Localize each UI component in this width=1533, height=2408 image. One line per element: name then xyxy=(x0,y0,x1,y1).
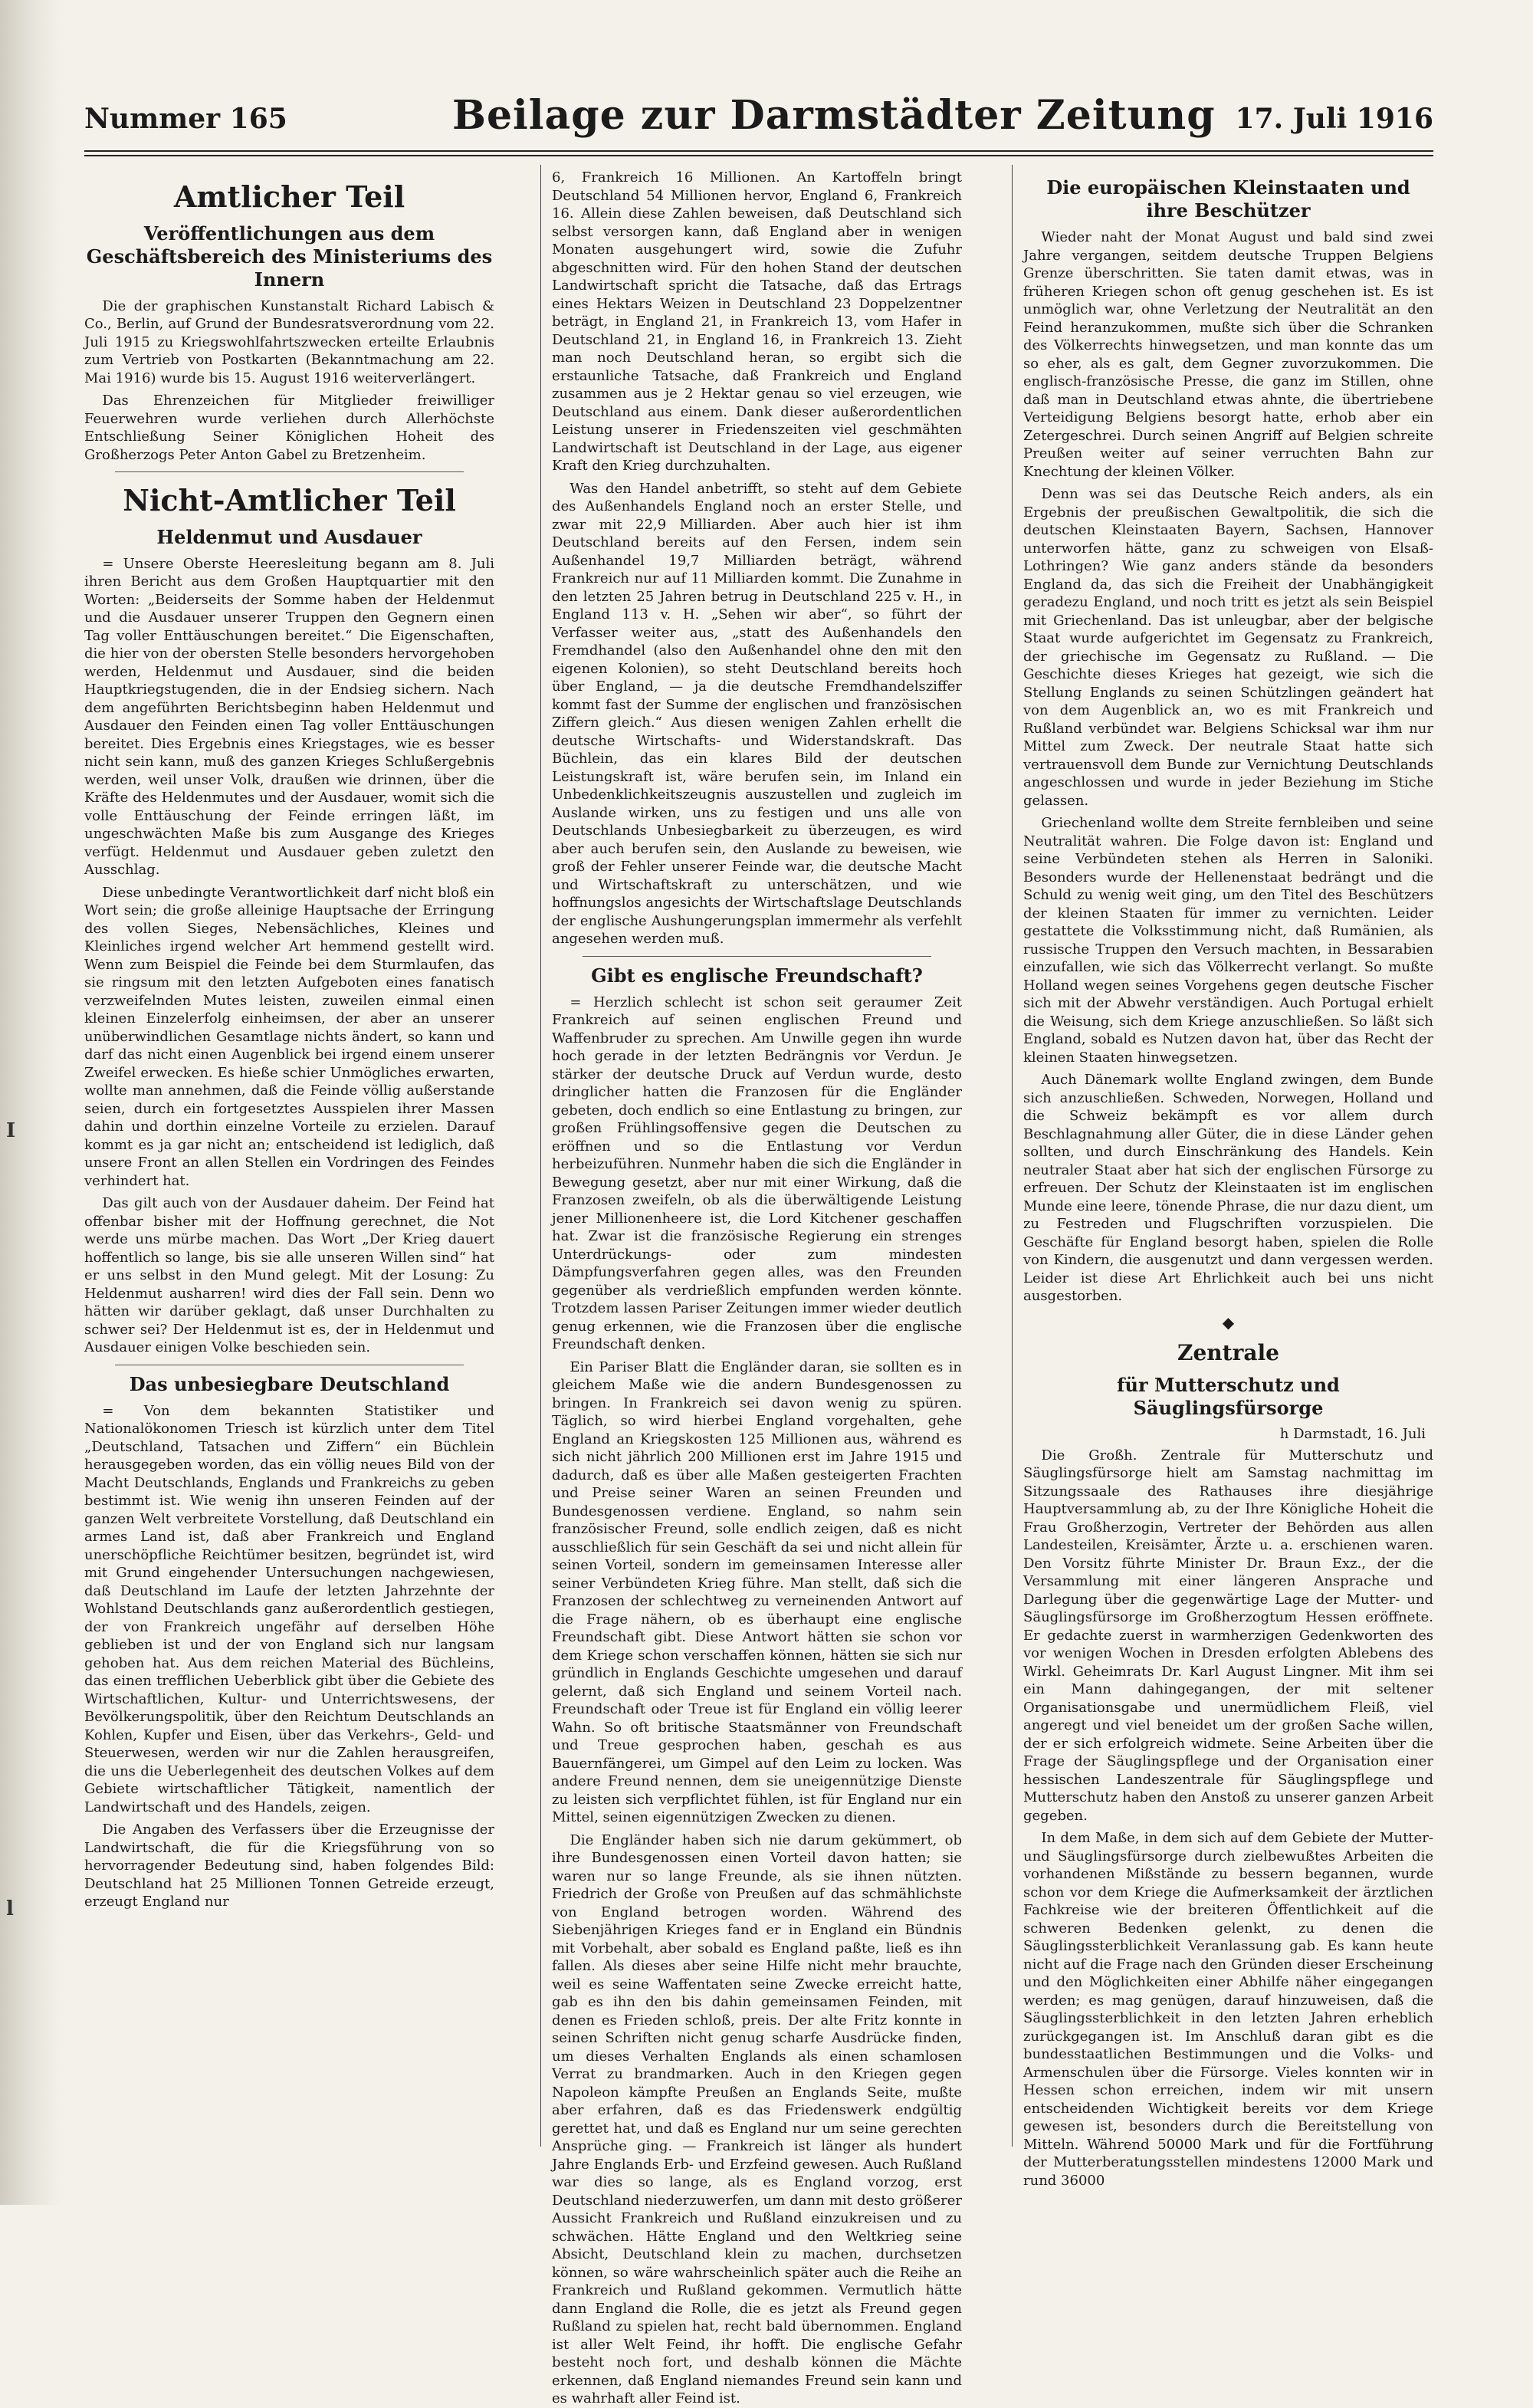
article-subtitle: für Mutterschutz und Säuglingsfürsorge xyxy=(1117,1373,1340,1419)
column-1 xyxy=(84,169,494,2147)
article-paragraph: = Unsere Oberste Heeresleitung begann am 8. Juli ihren Bericht aus dem Großen Hauptquartier mit den Worten: „Beiderseits der Somme haben der Heldenmut und die Ausdauer unserer Truppen den Gegnern einen Tag voller Enttäuschungen bereitet.“ Die Eigenschaften, die hier von der obersten Stelle besonders hervorgehoben werden, Heldenmut und Ausdauer, sind die beiden Hauptkriegstugenden, die in der Endsieg sichern. Nach dem angeführten Berichtsbeginn haben Heldenmut und Ausdauer den Feinden einen Tag voller Enttäuschungen bereitet. Dies Ergebnis eines Kriegstages, wie es besser nicht sein kann, muß des ganzen Krieges Schlußergebnis werden, weil unser Volk, draußen wie drinnen, über die Kräfte des Heldenmutes und der Ausdauer, womit sich die volle Enttäuschung der Feinde erringen läßt, im ungeschwächten Maße bis zum Ausgange des Krieges verfügt. Heldenmut und Ausdauer geben zuletzt den Ausschlag. xyxy=(84,555,494,879)
binding-edge xyxy=(0,0,61,2205)
column-2 xyxy=(552,169,962,2406)
column-divider xyxy=(1012,165,1013,2147)
article-paragraph: Die der graphischen Kunstanstalt Richard Labisch & Co., Berlin, auf Grund der Bundesratsverordnung vom 22. Juli 1915 zu Kriegswohlfahrtszwecken erteilte Erlaubnis zum Vertrieb von Postkarten (Bekanntmachung am 22. Mai 1916) wurde bis 15. August 1916 weiterverlängert. xyxy=(84,297,494,386)
newspaper-title: Beilage zur Darmstädter Zeitung xyxy=(452,92,1216,139)
dateline: h Darmstadt, 16. Juli xyxy=(1279,1425,1426,1442)
column-divider xyxy=(540,165,541,2147)
official-subheading: Veröffentlichungen aus dem Geschäftsbereich des Ministeriums des Innern xyxy=(86,222,493,291)
article-paragraph: 6, Frankreich 16 Millionen. An Kartoffeln bringt Deutschland 54 Millionen hervor, England 6, Frankreich 16. Allein diese Zahlen beweisen, daß Deutschland sich selbst versorgen kann, daß England aber in wenigen Monaten ausgehungert wird, sowie die Zufuhr abgeschnitten wird. Für den hohen Stand der deutschen Landwirtschaft spricht die Tatsache, daß das Ertrags eines Hektars Weizen in Deutschland 23 Doppelzentner beträgt, in England 21, in Frankreich 13, vom Hafer in Deutschland 21, in England 16, in Frankreich 13. Zieht man noch Deutschland heran, so ergibt sich die erstaunliche Tatsache, daß Frankreich und England zusammen aus je 2 Hektar genau so viel erzeugen, wie Deutschland aus einem. Dank dieser außerordentlichen Leistung unserer in Friedenszeiten viel geschmähten Landwirtschaft ist Deutschland in der Lage, aus eigener Kraft den Krieg durchzuhalten. xyxy=(552,169,962,474)
article-paragraph: Griechenland wollte dem Streite fernbleiben und seine Neutralität wahren. Die Folge davon ist: England und seine Verbündeten stehen als Herren in Saloniki. Besonders wurde der Hellenenstaat bedrängt und die Schuld zu wenig weit ging, um den Titel des Beschützers der kleinen Staaten für immer zu vernichten. Leider gestattete die Volksstimmung nicht, daß Rumänien, als russische Truppen den Versuch machten, in Bessarabien einzufallen, wie sich das Völkerrecht verlangt. So mußte Holland wegen seines Vorgehens gegen deutsche Fischer sich mit der Abwehr verständigen. Auch Portugal erhielt die Weisung, sich dem Kriege anzuschließen. So läßt sich England, sobald es Nutzen davon hat, über das Recht der kleinen Staaten hinwegsetzen. xyxy=(1023,815,1433,1066)
article-paragraph: = Herzlich schlecht ist schon seit geraumer Zeit Frankreich auf seinen englischen Freund und Waffenbruder zu sprechen. Am Unwille gegen ihn wurde hoch gerade in der letzten Bedrängnis vor Verdun. Je stärker der deutsche Druck auf Verdun wurde, desto dringlicher hatten die Franzosen für die Engländer gebeten, doch endlich so eine Entlastung zu bringen, zur großen Frühlingsoffensive gegen die Deutschen zu eröffnen und so die Entlastung vor Verdun herbeizuführen. Nunmehr haben die sich die Engländer in Bewegung gesetzt, aber nur mit einer Wirkung, daß die Franzosen zweifeln, ob als die überwältigende Leistung jener Millionenheere ist, die Lord Kitchener geschaffen hat. Zwar ist die französische Regierung ein strenges Unterdrückungs- oder zum mindesten Dämpfungsverfahren gegen alles, was den Freunden gegenüber als verdrießlich empfunden werden könnte. Trotzdem lassen Pariser Zeitungen immer wieder deutlich genug erkennen, wie die Franzosen über die englische Freundschaft denken. xyxy=(552,994,962,1352)
article-title: Zentrale xyxy=(1177,1339,1279,1365)
article-paragraph: Die Engländer haben sich nie darum gekümmert, ob ihre Bundesgenossen einen Vorteil davon hatten; sie waren nur so lange Freunde, als sie ihnen nützten. Friedrich der Große von Preußen auf das schmählichste von England betrogen worden. Während des Siebenjährigen Krieges fand er in England ein Bündnis mit Vorbehalt, aber sobald es England paßte, ließ es ihn fallen. Als dieses aber seine Hilfe nicht mehr brauchte, weil es seine Waffentaten seine Zwecke erreicht hatte, gab es ihn den bis dahin gemeinsamen Feinden, mit denen es Frieden schloß, preis. Der alte Fritz konnte in seinen Schriften nicht genug scharfe Ausdrücke finden, um dieses Verhalten Englands als einen schamlosen Verrat zu brandmarken. Auch in den Kriegen gegen Napoleon kämpfte Preußen an Englands Seite, mußte aber erfahren, daß es das Friedenswerk endgültig gerettet hat, und daß es England nur um seine gerechten Ansprüche ging. — Frankreich ist länger als hundert Jahre Englands Erb- und Erzfeind gewesen. Auch Rußland war dies so lange, als es England vorzog, erst Deutschland niederzuwerfen, um dann mit desto größerer Aussicht Frankreich und Rußland einzukreisen und zu schwächen. Hätte England und den Weltkrieg seine Absicht, Deutschland klein zu machen, durchsetzen können, so wäre wahrscheinlich später auch die Reihe an Frankreich und Rußland gekommen. Vermutlich hätte dann England die Rolle, die es jetzt als Freund gegen Rußland zu spielen hat, recht bald übernommen. England ist aller Welt Feind, ihr hofft. Die englische Gefahr besteht noch fort, und deshalb können die Mächte erkennen, daß England niemandes Freund sein kann und es wahrhaft aller Feind ist. xyxy=(552,1831,962,2406)
masthead-rule xyxy=(84,150,1433,152)
article-paragraph: In dem Maße, in dem sich auf dem Gebiete der Mutter- und Säuglingsfürsorge durch zielbewußtes Arbeiten die vorhandenen Mißstände zu bessern begannen, wurde schon vor dem Kriege die Aufmerksamkeit der ärztlichen Fachkreise wie der breiteren Öffentlichkeit auf die schweren Bedenken gelenkt, zu denen die Säuglingssterblichkeit Veranlassung gab. Es kann heute nicht auf die Frage nach den Gründen dieser Erscheinung und den Möglichkeiten einer Abhilfe näher eingegangen werden; es mag genügen, darauf hinzuweisen, daß die Säuglingssterblichkeit in den letzten Jahren erheblich zurückgegangen ist. Im Anschluß daran gibt es die bundesstaatlichen Bestimmungen und die Volks- und Armenschulen über die Fürsorge. Vieles konnten wir in Hessen schon erreichen, indem wir mit unsern entscheidenden Wichtigkeit bereits vor dem Kriege gewesen ist, besonders durch die Bereitstellung von Mitteln. Während 50000 Mark und für die Fortführung der Mutterberatungsstellen mindestens 12000 Mark und rund 36000 xyxy=(1023,1830,1433,2189)
issue-date: 17. Juli 1916 xyxy=(1235,103,1433,135)
article-paragraph: Die Großh. Zentrale für Mutterschutz und Säuglingsfürsorge hielt am Samstag nachmittag im Sitzungssaale des Rathauses ihre diesjährige Hauptversammlung ab, zu der Ihre Königliche Hoheit die Frau Großherzogin, Vertreter der Behörden aus allen Landesteilen, Kreisämter, Ärzte u. a. erschienen waren. Den Vorsitz führte Minister Dr. Braun Exz., der die Versammlung mit einer längeren Ansprache und Darlegung über die gegenwärtige Lage der Mutter- und Säuglingsfürsorge im Großherzogtum Hessen eröffnete. Er gedachte zuerst in warmherzigen Gedenkworten des vor wenigen Wochen in Dresden erfolgten Ablebens des Wirkl. Geheimrats Dr. Karl August Lingner. Mit ihm sei ein Mann dahingegangen, der mit seltener Organisationsgabe und unermüdlichem Fleiß, viel angeregt und viel beneidet um der großen Sache willen, der er sich erfolgreich widmete. Seine Arbeiten über die Frage der Säuglingspflege und der Organisation einer hessischen Landeszentrale für Säuglingspflege und Mutterschutz haben den Anstoß zu unserer ganzen Arbeit gegeben. xyxy=(1023,1447,1433,1824)
article-paragraph: Denn was sei das Deutsche Reich anders, als ein Ergebnis der preußischen Gewaltpolitik, die sich die deutschen Kleinstaaten Bayern, Sachsen, Hannover unterworfen hätte, ganz zu schweigen von Elsaß-Lothringen? Wie ganz anders stände da besonders England da, das sich die Freiheit der Unabhängigkeit geradezu England, und noch tritt es jetzt als sein Beispiel mit Griechenland. Das ist unleugbar, aber der belgische Staat wurde aufgerichtet im Gegensatz zu Frankreich, der griechische im Gegensatz zu Rußland. — Die Geschichte dieses Krieges hat gezeigt, wie sich die Stellung Englands zu seinen Schützlingen geändert hat von dem Augenblick an, wo es mit Frankreich und Rußland verbündet war. Belgiens Schicksal war ihm nur Mittel zum Zweck. Der neutrale Staat hatte sich vertrauensvoll dem Bunde zur Vernichtung Deutschlands angeschlossen und wurde in jeder Beziehung im Stiche gelassen. xyxy=(1023,486,1433,809)
article-paragraph: Diese unbedingte Verantwortlichkeit darf nicht bloß ein Wort sein; die große alleinige Hauptsache der Erringung des vollen Sieges, Nebensächliches, Kleines und Kleinliches irgend welcher Art hemmend gestellt wird. Wenn zum Beispiel die Feinde bei dem Sturmlaufen, das sie ringsum mit den letzten Aufgeboten eines fanatisch verzweifelnden Mutes leisten, zuweilen einmal einen kleinen Einzelerfolg einheimsen, der aber an unserer unüberwindlichen Gesamtlage nichts ändert, so kann und darf das nicht einen Augenblick bei irgend einem unserer Zweifel erwecken. Es hieße schier Unmögliches erwarten, wollte man annehmen, daß die Feinde völlig außerstande seien, durch ein fortgesetztes Ausspielen ihrer Massen dahin und dorthin einzelne Vorteile zu erzielen. Darauf kommt es ja gar nicht an; entscheidend ist lediglich, daß unsere Front an allen Stellen ein Vordringen des Feindes verhindert hat. xyxy=(84,884,494,1189)
diamond-separator-icon: ◆ xyxy=(1222,1312,1235,1332)
article-title: Das unbesiegbare Deutschland xyxy=(129,1372,450,1395)
article-paragraph: Wieder naht der Monat August und bald sind zwei Jahre vergangen, seitdem deutsche Truppen Belgiens Grenze überschritten. Sie taten damit etwas, was in früheren Kriegen schon oft genug geschehen ist. Es ist unmöglich war, ohne Verletzung der Neutralität an den Feind heranzukommen, mußte sich über die Schranken des Völkerrechts hinwegsetzen, und man konnte das um so eher, als es galt, dem Gegner zuvorzukommen. Die englisch-französische Presse, die ganz im Stillen, ohne daß man in Deutschland etwas ahnte, die übertriebene Verteidigung Belgiens besorgt hatte, erhob aber ein Zetergeschrei. Durch seinen Angriff auf Belgien schreite Preußen weiter auf seiner verruchten Bahn zur Knechtung der kleinen Völker. xyxy=(1023,229,1433,480)
article-paragraph: Ein Pariser Blatt die Engländer daran, sie sollten es in gleichem Maße wie die andern Bundesgenossen zu bringen. In Frankreich sei davon wenig zu spüren. Täglich, so wird hierbei England vorgehalten, gehe England an Kriegskosten 125 Millionen aus, während es sich nicht jährlich 200 Millionen erst im Jahre 1915 und dadurch, daß es über alle Maßen gesteigerten Frachten und Preise seiner Waren an seinen Freunden und Bundesgenossen verdiene. England, so nahm sein französischer Freund, solle endlich zeigen, daß es nicht ausschließlich für sein Geschäft da sei und nicht allein für seinen Vorteil, sondern im gemeinsamen Interesse aller seiner Verbündeten Krieg führe. Man stellt, daß sich die Franzosen der schlechtweg zu verneinenden Antwort auf die Frage nähern, ob es überhaupt eine englische Freundschaft gibt. Diese Antwort hätten sie schon vor dem Kriege schon verschaffen können, hätten sie sich nur gründlich in Englands Geschichte umgesehen und darauf gelernt, daß sich England und seinem Vorteil nach. Freundschaft oder Treue ist für England ein völlig leerer Wahn. So oft britische Staatsmänner von Freundschaft und Treue gesprochen haben, geschah es aus Bauernfängerei, um Gimpel auf den Leim zu locken. Was andere Freund nennen, dem sie uneigennützige Dienste zu leisten sich verpflichtet fühlen, ist für England nur ein Mittel, seinen eigennützigen Zwecken zu dienen. xyxy=(552,1358,962,1825)
masthead-rule xyxy=(84,155,1433,156)
section-rule xyxy=(583,956,931,957)
edge-mark: l xyxy=(6,1897,14,1920)
article-paragraph: Die Angaben des Verfassers über die Erzeugnisse der Landwirtschaft, die für die Kriegsführung von so hervorragender Bedeutung sind, haben folgendes Bild: Deutschland hat 25 Millionen Tonnen Getreide erzeugt, erzeugt England nur xyxy=(84,1822,494,1910)
article-paragraph: Das Ehrenzeichen für Mitglieder freiwilliger Feuerwehren wurde verliehen durch Allerhöchste Entschließung Seiner Königlichen Hoheit des Großherzogs Peter Anton Gabel zu Bretzenheim. xyxy=(84,393,494,463)
section-rule xyxy=(115,471,464,472)
masthead xyxy=(84,92,1433,146)
article-paragraph: Das gilt auch von der Ausdauer daheim. Der Feind hat offenbar bisher mit der Hoffnung gerechnet, die Not werde uns mürbe machen. Das Wort „Der Krieg dauert hoffentlich so lange, bis sie alle unseren Willen sind“ hat er uns selbst in den Mund gelegt. Mit der Losung: Zu Heldenmut ausharren! wird dies der Fall sein. Denn wo hätten wir darüber geklagt, daß unser Durchhalten zu schwer sei? Der Heldenmut ist es, der in Heldenmut und Ausdauer einigen Volke beschieden sein. xyxy=(84,1195,494,1356)
issue-number: Nummer 165 xyxy=(84,103,287,135)
article-paragraph: Auch Dänemark wollte England zwingen, dem Bunde sich anzuschließen. Schweden, Norwegen, Holland und die Schweiz bekämpft es vor allem durch Beschlagnahmung aller Güter, die in diese Länder gehen sollten, und durch Einschränkung des Handels. Kein neutraler Staat aber hat sich der englischen Fürsorge zu erfreuen. Der Schutz der Kleinstaaten ist im englischen Munde eine leere, tönende Phrase, die nur dazu dient, um zu Festreden und Flugschriften vorzuspielen. Die Geschäfte für England besorgt haben, spielen die Rolle von Kindern, die ausgenutzt und dann vergessen werden. Leider ist diese Art Ehrlichkeit auch bei uns nicht ausgestorben. xyxy=(1023,1072,1433,1304)
official-section-heading: Amtlicher Teil xyxy=(173,179,405,214)
article-paragraph: = Von dem bekannten Statistiker und Nationalökonomen Triesch ist kürzlich unter dem Titel „Deutschland, Tatsachen und Ziffern“ ein Büchlein herausgegeben worden, das ein völlig neues Bild von der Macht Deutschlands, Englands und Frankreichs zu geben bestimmt ist. Wie wenig ihn unseren Feinden auf der ganzen Welt verbreitete Vorstellung, daß Deutschland ein armes Land ist, daß aber Frankreich und England unerschöpfliche Reichtümer besitzen, begründet ist, wird mit Grund eingehender Untersuchungen nachgewiesen, daß Deutschland im Laufe der letzten Jahrzehnte der Wohlstand Deutschlands ganz außerordentlich gestiegen, der von Frankreich ungefähr auf derselben Höhe geblieben ist und der von England sich nur langsam gehoben hat. Aus dem reichen Material des Büchleins, das einen trefflichen Ueberblick gibt über die Gebiete des Wirtschaftlichen, Kultur- und Unterrichtswesens, der Bevölkerungspolitik, über den Reichtum Deutschlands an Kohlen, Kupfer und Eisen, über das Verkehrs-, Geld- und Steuerwesen, werden wir nur die Zahlen herausgreifen, die uns die Ueberlegenheit des deutschen Volkes auf dem Gebiete wirtschaftlicher Tätigkeit, namentlich der Landwirtschaft und des Handels, zeigen. xyxy=(84,1402,494,1815)
article-paragraph: Was den Handel anbetrifft, so steht auf dem Gebiete des Außenhandels England noch an erster Stelle, und zwar mit 22,9 Milliarden. Aber auch hier ist ihm Deutschland bereits auf den Fersen, indem sein Außenhandel 19,7 Milliarden beträgt, während Frankreich nur auf 11 Milliarden kommt. Die Zunahme in den letzten 25 Jahren betrug in Deutschland 225 v. H., in England 113 v. H. „Sehen wir aber“, so führt der Verfasser weiter aus, „statt des Außenhandels den Fremdhandel (also den Außenhandel ohne den mit den eigenen Kolonien), so steht Deutschland bereits hoch über England, — ja die deutsche Fremdhandelsziffer kommt fast der Summe der englischen und französischen Ziffern gleich.“ Aus diesen wenigen Zahlen erhellt die deutsche Wirtschafts- und Widerstandskraft. Das Büchlein, das ein klares Bild der deutschen Leistungskraft ist, wäre berufen sein, im Inland ein Unbedenklichkeitszeugnis auszustellen und zugleich im Auslande wirken, uns zu festigen und uns alle von Deutschlands Unbesiegbarkeit zu überzeugen, es wird aber auch berufen sein, den Auslande zu beweisen, wie groß der Fehler unserer Feinde war, die deutsche Macht und Wirtschaftskraft zu unterschätzen, und wie hoffnungslos angesichts der Wirtschaftslage Deutschlands der englische Aushungerungsplan immermehr als verfehlt angesehen werden muß. xyxy=(552,480,962,947)
column-3 xyxy=(1023,169,1433,2189)
article-title: Heldenmut und Ausdauer xyxy=(156,525,422,548)
edge-mark: I xyxy=(6,1119,16,1142)
article-title: Die europäischen Kleinstaaten und ihre Beschützer xyxy=(1046,176,1410,222)
unofficial-section-heading: Nicht-Amtlicher Teil xyxy=(123,483,456,518)
article-title: Gibt es englische Freundschaft? xyxy=(591,964,923,987)
